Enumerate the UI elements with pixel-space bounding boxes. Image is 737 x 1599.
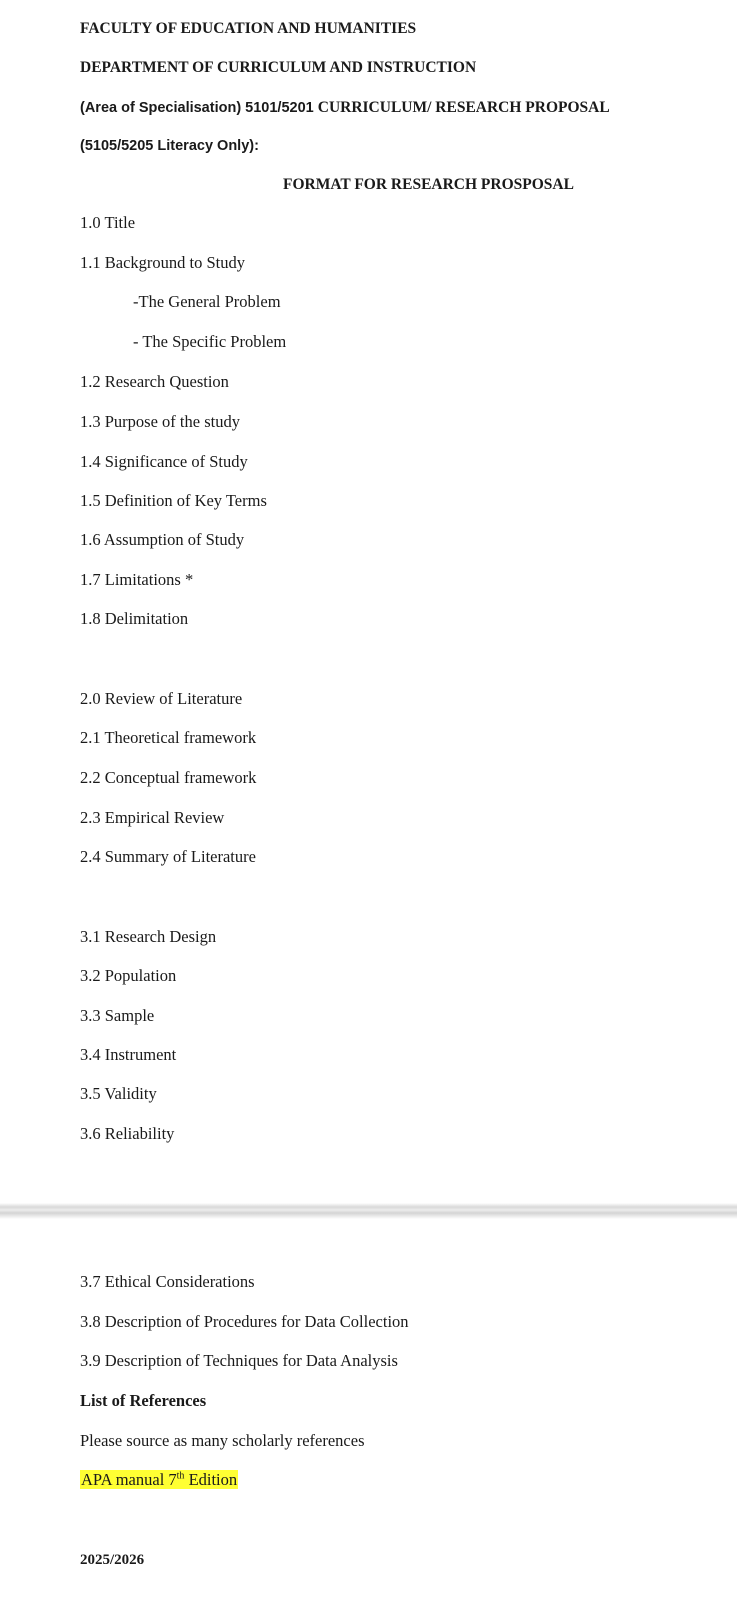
item-title: 1.0 Title bbox=[80, 213, 136, 232]
apa-suffix: Edition bbox=[184, 1470, 238, 1489]
item-assumption: 1.6 Assumption of Study bbox=[80, 530, 245, 549]
department-heading: DEPARTMENT OF CURRICULUM AND INSTRUCTION bbox=[80, 59, 477, 76]
item-population: 3.2 Population bbox=[80, 966, 177, 985]
item-limitations: 1.7 Limitations * bbox=[80, 570, 194, 589]
apa-highlight bbox=[80, 1470, 238, 1489]
item-background: 1.1 Background to Study bbox=[80, 253, 245, 272]
area-suffix: CURRICULUM/ RESEARCH PROPOSAL bbox=[317, 99, 610, 116]
area-prefix: (Area of Specialisation) 5101/5201 bbox=[80, 100, 318, 116]
apa-prefix: APA manual 7 bbox=[81, 1470, 177, 1489]
item-procedures: 3.8 Description of Procedures for Data Collection bbox=[80, 1312, 409, 1331]
item-theoretical: 2.1 Theoretical framework bbox=[80, 728, 257, 747]
item-sample: 3.3 Sample bbox=[80, 1006, 155, 1025]
faculty-heading: FACULTY OF EDUCATION AND HUMANITIES bbox=[80, 20, 417, 37]
item-ethical: 3.7 Ethical Considerations bbox=[80, 1272, 255, 1291]
item-significance: 1.4 Significance of Study bbox=[80, 452, 248, 471]
item-design: 3.1 Research Design bbox=[80, 927, 217, 946]
item-specific-problem: - The Specific Problem bbox=[133, 332, 287, 351]
item-review: 2.0 Review of Literature bbox=[80, 689, 243, 708]
item-instrument: 3.4 Instrument bbox=[80, 1045, 177, 1064]
item-validity: 3.5 Validity bbox=[80, 1084, 157, 1103]
item-purpose: 1.3 Purpose of the study bbox=[80, 412, 240, 431]
item-reliability: 3.6 Reliability bbox=[80, 1124, 175, 1143]
item-delimitation: 1.8 Delimitation bbox=[80, 609, 189, 628]
area-heading bbox=[80, 97, 610, 118]
item-empirical: 2.3 Empirical Review bbox=[80, 808, 225, 827]
item-definition: 1.5 Definition of Key Terms bbox=[80, 491, 267, 510]
item-research-question: 1.2 Research Question bbox=[80, 372, 229, 391]
literacy-note: (5105/5205 Literacy Only): bbox=[80, 138, 259, 154]
item-summary: 2.4 Summary of Literature bbox=[80, 847, 256, 866]
page-divider bbox=[0, 1203, 737, 1219]
item-general-problem: -The General Problem bbox=[133, 292, 281, 311]
item-conceptual: 2.2 Conceptual framework bbox=[80, 768, 257, 787]
footer-year: 2025/2026 bbox=[80, 1552, 145, 1568]
references-heading: List of References bbox=[80, 1391, 207, 1410]
apa-sup: th bbox=[176, 1470, 185, 1482]
references-note: Please source as many scholarly references bbox=[80, 1431, 365, 1450]
apa-manual-line bbox=[80, 1470, 238, 1490]
item-techniques: 3.9 Description of Techniques for Data Analysis bbox=[80, 1351, 398, 1370]
format-title: FORMAT FOR RESEARCH PROSPOSAL bbox=[283, 176, 574, 193]
